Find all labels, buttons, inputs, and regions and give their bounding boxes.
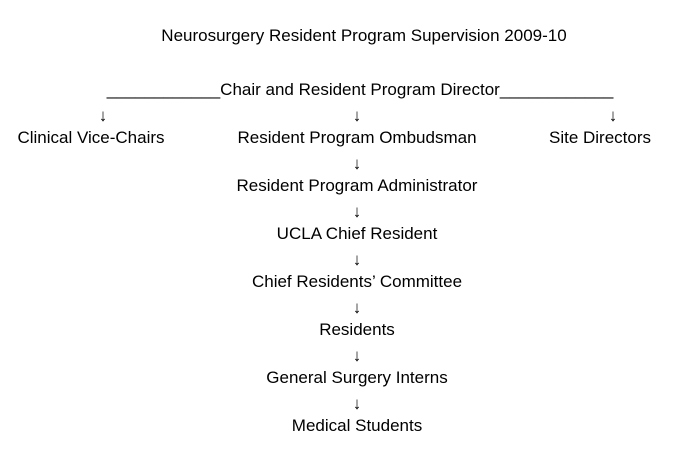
arrow-down-icon: ↓ bbox=[98, 106, 108, 125]
node-residents: Residents bbox=[319, 320, 395, 339]
arrow-down-icon: ↓ bbox=[352, 154, 362, 173]
diagram-title: Neurosurgery Resident Program Supervision 2009-10 bbox=[161, 26, 567, 45]
arrow-down-icon: ↓ bbox=[352, 250, 362, 269]
node-ucla-chief-resident: UCLA Chief Resident bbox=[276, 224, 438, 243]
node-site-directors: Site Directors bbox=[548, 128, 652, 147]
root-node-label: Chair and Resident Program Director bbox=[220, 80, 500, 99]
node-resident-program-administrator: Resident Program Administrator bbox=[236, 176, 478, 195]
node-clinical-vice-chairs: Clinical Vice-Chairs bbox=[17, 128, 165, 147]
node-resident-program-ombudsman: Resident Program Ombudsman bbox=[237, 128, 477, 147]
root-underscore-right: ____________ bbox=[499, 80, 614, 99]
arrow-down-icon: ↓ bbox=[352, 298, 362, 317]
arrow-down-icon: ↓ bbox=[352, 106, 362, 125]
arrow-down-icon: ↓ bbox=[608, 106, 618, 125]
node-general-surgery-interns: General Surgery Interns bbox=[266, 368, 448, 387]
arrow-down-icon: ↓ bbox=[352, 346, 362, 365]
root-node-chair-and-resident-program-director bbox=[107, 81, 614, 98]
node-chief-residents-committee: Chief Residents’ Committee bbox=[251, 272, 463, 291]
root-underscore-left: ____________ bbox=[106, 80, 221, 99]
node-medical-students: Medical Students bbox=[291, 416, 423, 435]
arrow-down-icon: ↓ bbox=[352, 202, 362, 221]
arrow-down-icon: ↓ bbox=[352, 394, 362, 413]
